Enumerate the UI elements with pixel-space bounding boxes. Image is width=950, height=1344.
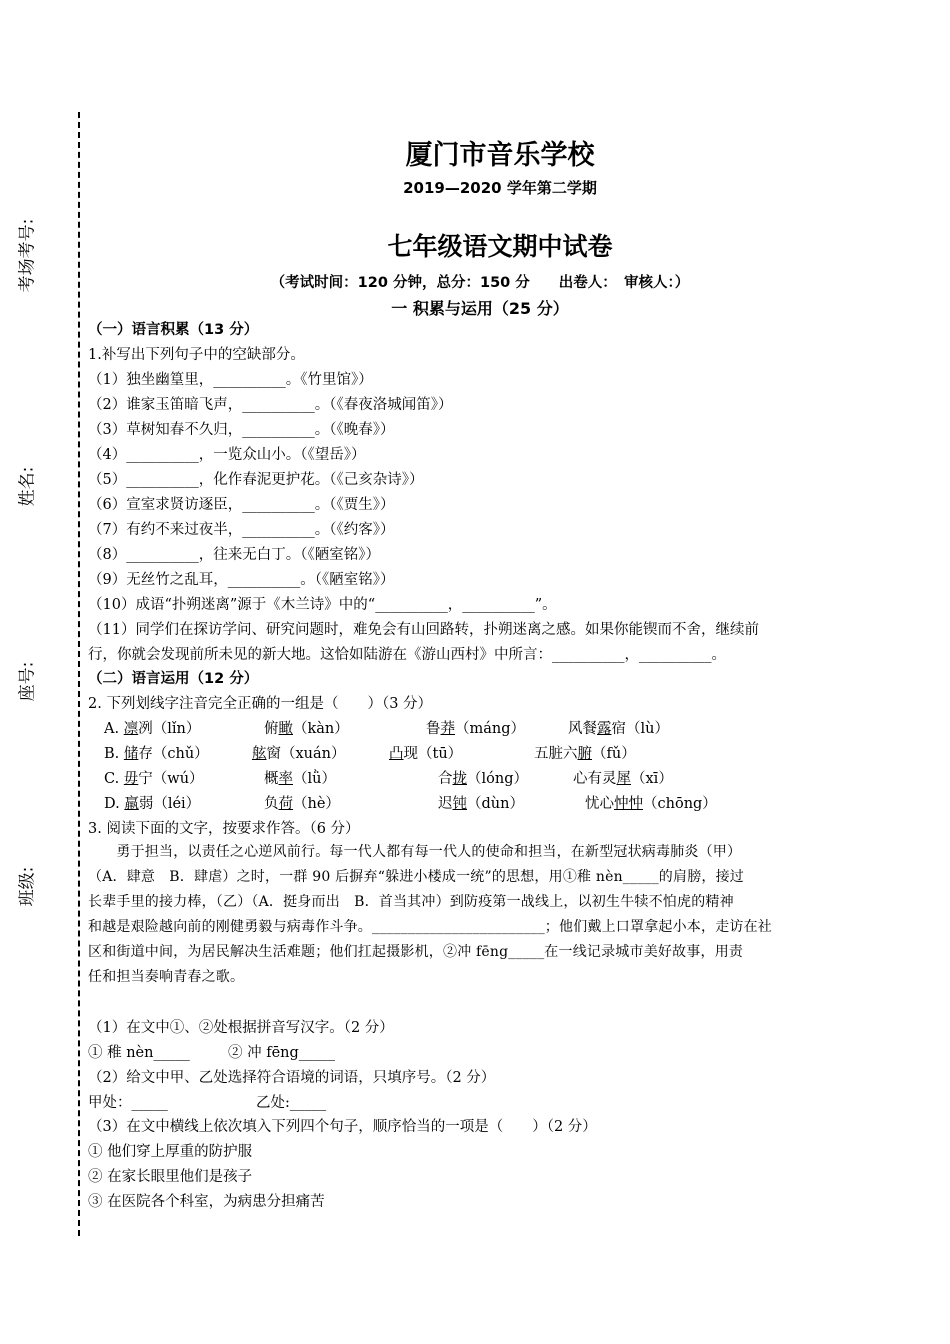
item-11-line1: （11）同学们在探访学问、研究问题时，难免会有山回路转，扑朔迷离之感。如果你能锲而不舍，继续前 xyxy=(88,622,759,638)
side-label-exam-no: 考场考号: xyxy=(17,218,38,293)
option-b-2: 舷窗（xuán） xyxy=(252,746,346,762)
choice-1: ① 他们穿上厚重的防护服 xyxy=(88,1144,253,1160)
sub1-answer-b: ② 冲 fēng_____ xyxy=(228,1045,336,1061)
sub-question-1: （1）在文中①、②处根据拼音写汉字。（2 分） xyxy=(88,1020,394,1036)
sub-question-3: （3）在文中横线上依次填入下列四个句子，顺序恰当的一项是（ ）（2 分） xyxy=(88,1119,597,1135)
exam-info: （考试时间：120 分钟，总分：150 分 出卷人： 审核人：） xyxy=(270,275,690,291)
side-label-seat: 座号: xyxy=(17,661,38,702)
choice-3: ③ 在医院各个科室，为病患分担痛苦 xyxy=(88,1194,325,1210)
option-c-4: 心有灵犀（xī） xyxy=(573,771,673,787)
exam-title: 七年级语文期中试卷 xyxy=(387,232,613,261)
item-1: （1）独坐幽篁里，__________。《竹里馆》） xyxy=(88,372,373,388)
option-c-2: 概率（lǜ） xyxy=(264,771,336,787)
passage-line-6: 任和担当奏响青春之歌。 xyxy=(88,969,245,985)
part-title: 一 积累与运用（25 分） xyxy=(391,299,569,318)
sub1-answer-a: ① 稚 nèn_____ xyxy=(88,1045,190,1061)
option-b-3: 凸现（tū） xyxy=(389,746,463,762)
item-3: （3）草树知春不久归，__________。（《晚春》） xyxy=(88,422,395,438)
section2-heading: （二）语言运用（12 分） xyxy=(88,671,259,687)
passage-line-4: 和越是艰险越向前的刚健勇毅与病毒作斗争。________________________；他们戴上口罩拿起小本，走访在社 xyxy=(88,919,772,935)
sub2-answer-b: 乙处:_____ xyxy=(256,1095,327,1111)
item-4: （4）__________，一览众山小。（《望岳》） xyxy=(88,447,366,463)
item-10: （10）成语“扑朔迷离”源于《木兰诗》中的“__________，__________”。 xyxy=(88,597,557,613)
option-d-1: D. 羸弱（léi） xyxy=(104,796,201,812)
item-7: （7）有约不来过夜半，__________。（《约客》） xyxy=(88,522,395,538)
option-b-1: B. 储存（chǔ） xyxy=(104,746,209,762)
passage-line-5: 区和街道中间，为居民解决生活难题；他们扛起摄影机，②冲 fēng_____在一线记录城市美好故事，用责 xyxy=(88,944,744,960)
item-9: （9）无丝竹之乱耳，__________。（《陋室铭》） xyxy=(88,572,395,588)
option-b-4: 五脏六腑（fǔ） xyxy=(534,746,636,762)
question-1: 1.补写出下列句子中的空缺部分。 xyxy=(88,347,305,363)
option-a-2: 俯瞰（kàn） xyxy=(264,721,349,737)
item-11-line2: 行，你就会发现前所未见的新大地。这恰如陆游在《游山西村》中所言：__________，__________。 xyxy=(88,647,726,663)
option-a-4: 风餐露宿（lù） xyxy=(568,721,669,737)
sub-question-2: （2）给文中甲、乙处选择符合语境的词语，只填序号。（2 分） xyxy=(88,1070,496,1086)
question-3: 3. 阅读下面的文字，按要求作答。（6 分） xyxy=(88,821,360,837)
passage-line-1: 勇于担当，以责任之心逆风前行。每一代人都有每一代人的使命和担当，在新型冠状病毒肺炎（甲） xyxy=(88,844,742,860)
item-2: （2）谁家玉笛暗飞声，__________。（《春夜洛城闻笛》） xyxy=(88,397,453,413)
section1-heading: （一）语言积累（13 分） xyxy=(88,322,259,338)
option-d-3: 迟钝（dùn） xyxy=(438,796,524,812)
option-d-2: 负荷（hè） xyxy=(264,796,340,812)
side-label-name: 姓名: xyxy=(17,466,38,507)
school-name: 厦门市音乐学校 xyxy=(405,140,595,171)
passage-line-3: 长辈手里的接力棒，（乙）（A．挺身而出 B．首当其冲）到防疫第一战线上，以初生牛犊不怕虎的精神 xyxy=(88,894,734,910)
item-6: （6）宣室求贤访逐臣，__________。（《贾生》） xyxy=(88,497,395,513)
option-c-1: C. 毋宁（wú） xyxy=(104,771,204,787)
item-5: （5）__________，化作春泥更护花。（《己亥杂诗》） xyxy=(88,472,424,488)
sub2-answer-a: 甲处：_____ xyxy=(88,1095,168,1111)
question-2: 2. 下列划线字注音完全正确的一组是（ ）（3 分） xyxy=(88,696,433,712)
option-c-3: 合拢（lóng） xyxy=(438,771,528,787)
item-8: （8）__________，往来无白丁。（《陋室铭》） xyxy=(88,547,380,563)
choice-2: ② 在家长眼里他们是孩子 xyxy=(88,1169,253,1185)
option-a-1: A. 凛冽（lǐn） xyxy=(104,721,201,737)
option-a-3: 鲁莽（máng） xyxy=(426,721,526,737)
term: 2019—2020 学年第二学期 xyxy=(403,179,597,197)
option-d-4: 忧心忡忡（chōng） xyxy=(585,796,717,812)
passage-line-2: （A．肆意 B．肆虐）之时，一群 90 后摒弃“躲进小楼成一统”的思想，用①稚 nèn_____的肩膀，接过 xyxy=(88,869,744,885)
side-label-class: 班级: xyxy=(17,866,38,907)
